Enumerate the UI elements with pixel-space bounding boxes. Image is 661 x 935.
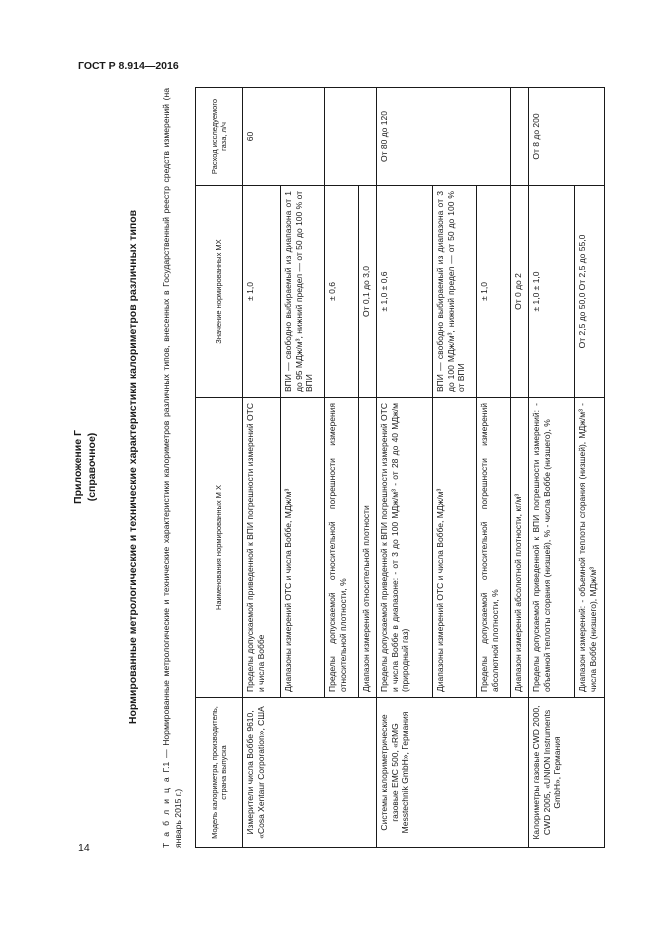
group-3-row-1-name: Пределы допускаемой приведенной к ВПИ погрешности измерений: - объемной теплоты сгорания (низшей), % - числа Воббе (низшего), %	[529, 398, 575, 698]
group-1-row-4-name: Диапазон измерений относительной плотности	[359, 398, 377, 698]
header-mx-value: Значение нормированных МХ	[196, 186, 243, 398]
group-3-row-2-value: От 2,5 до 50,0 От 2,5 до 55,0	[575, 186, 605, 398]
group-1-gas-flow-empty	[325, 88, 377, 186]
group-1-row-3-value: ± 0,6	[325, 186, 359, 398]
header-gas-flow: Расход исследуемого газа, л/ч	[196, 88, 243, 186]
table-caption-label: Т а б л и ц а	[161, 776, 171, 848]
header-mx-name: Наименования нормированных М Х	[196, 398, 243, 698]
group-2-row-2-name: Диапазоны измерений ОТС и числа Воббе, МДж/м³	[433, 398, 477, 698]
group-3-model: Калориметры газовые CWD 2000, CWD 2005, «UNION Instruments GmbH», Германия	[529, 698, 605, 848]
group-2-model: Системы калориметрические газовые EMC 500, «RMG Messtechnik GmbH», Германия	[377, 698, 529, 848]
characteristics-table	[195, 87, 605, 848]
table-caption	[160, 88, 184, 848]
group-2-row-4-value: От 0 до 2	[511, 186, 529, 398]
group-1-row-1-value: ± 1,0	[243, 186, 281, 398]
group-2-gas-flow: От 80 до 120	[377, 88, 511, 186]
page-number: 14	[78, 842, 90, 854]
group-1-row-4-value: От 0,1 до 3,0	[359, 186, 377, 398]
table-header-row	[196, 88, 243, 848]
group-2-row-3-value: ± 1,0	[477, 186, 511, 398]
group-3-gas-flow: От 8 до 200	[529, 88, 605, 186]
table-row	[377, 88, 433, 848]
group-2-row-1-name: Пределы допускаемой приведенной к ВПИ погрешности измерений ОТС и числа Воббе в диапазоне: - от 3 до 100 МДж/м³ - от 28 до 40 МДж/м (природный газ)	[377, 398, 433, 698]
section-title: Нормированные метрологические и технические характеристики калориметров различных типов	[127, 209, 139, 725]
group-2-row-1-value: ± 1,0 ± 0,6	[377, 186, 433, 398]
group-1-row-3-name: Пределы допускаемой относительной погрешности измерения относительной плотности, %	[325, 398, 359, 698]
group-2-gas-flow-empty	[511, 88, 529, 186]
group-2-row-3-name: Пределы допускаемой относительной погрешности измерений абсолютной плотности, %	[477, 398, 511, 698]
group-1-gas-flow: 60	[243, 88, 325, 186]
appendix-note: (справочное)	[86, 432, 98, 502]
appendix-title: Приложение Г	[72, 430, 84, 504]
header-model: Модель калориметра, производитель, страна выпуска	[196, 698, 243, 848]
group-1-row-2-name: Диапазоны измерений ОТС и числа Воббе, МДж/м³	[281, 398, 325, 698]
group-1-model: Измерители числа Воббе 9610, «Cosa Xentaur Corporation», США	[243, 698, 377, 848]
group-1-row-1-name: Пределы допускаемой приведенной к ВПИ погрешности измерений ОТС и числа Воббе	[243, 398, 281, 698]
rotated-content	[72, 86, 604, 848]
group-2-row-4-name: Диапазон измерений абсолютной плотности, кг/м³	[511, 398, 529, 698]
group-3-row-2-name: Диапазон измерений: - объемной теплоты сгорания (низшей), МДж/м³ - числа Воббе (низшего), МДж/м³	[575, 398, 605, 698]
table-caption-text: Г.1 — Нормированные метрологические и технические характеристики калориметров различных типов, внесенных в Государственный реестр средств измерений (на январь 2015 г.)	[161, 88, 183, 848]
table-row	[529, 88, 575, 848]
group-2-row-2-value: ВПИ — свободно выбираемый из диапазона от 3 до 100 МДж/м³, нижний предел — от 50 до 100 % от ВПИ	[433, 186, 477, 398]
group-1-row-2-value: ВПИ — свободно выбираемый из диапазона от 1 до 95 МДж/м³, нижний предел — от 50 до 100 % от ВПИ	[281, 186, 325, 398]
document-header: ГОСТ Р 8.914—2016	[78, 60, 179, 72]
group-3-row-1-value: ± 1,0 ± 1,0	[529, 186, 575, 398]
table-row	[243, 88, 281, 848]
